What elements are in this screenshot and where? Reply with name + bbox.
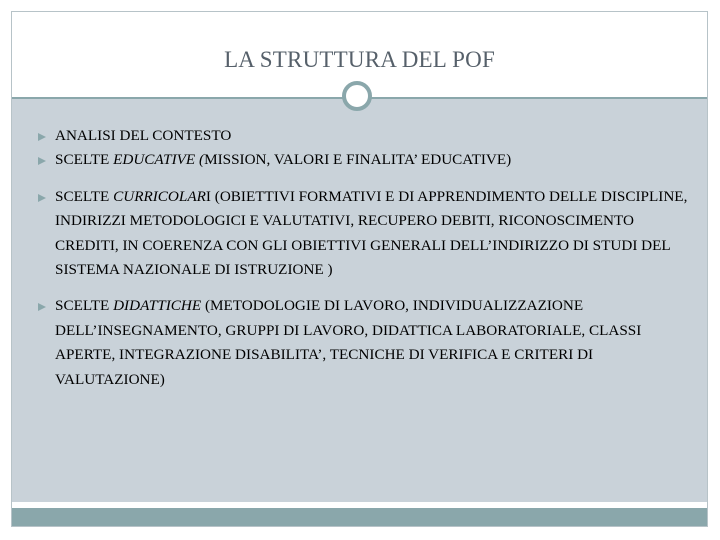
bullet-text: ANALISI DEL CONTESTO <box>55 127 232 144</box>
bullet-keyword: DIDATTICHE <box>113 297 202 315</box>
bullet-text-prefix: SCELTE <box>55 187 114 205</box>
bullet-item-analisi <box>38 124 698 148</box>
bullet-text-prefix: SCELTE <box>55 297 114 315</box>
bullet-text-rest: I (OBIETTIVI FORMATIVI E DI APPRENDIMENTO DELLE DISCIPLINE, INDIRIZZI METODOLOGICI E VALUTATIVI, RECUPERO DEBITI, RICONOSCIMENTO CREDITI, IN COERENZA CON GLI OBIETTIVI GENERALI DELL’INDIRIZZO DI STUDI DEL SISTEMA NAZIONALE DI ISTRUZIONE ) <box>55 187 688 279</box>
bullet-arrow-icon <box>38 133 46 141</box>
slide-title: LA STRUTTURA DEL POF <box>224 47 495 72</box>
bullet-arrow-icon <box>38 303 46 311</box>
bullet-text-rest: MISSION, VALORI E FINALITA’ EDUCATIVE) <box>204 151 512 169</box>
bullet-text-rest: (METODOLOGIE DI LAVORO, INDIVIDUALIZZAZIONE DELL’INSEGNAMENTO, GRUPPI DI LAVORO, DIDATTICA LABORATORIALE, CLASSI APERTE, INTEGRAZIONE DISABILITA’, TECNICHE DI VERIFICA E CRITERI DI VALUTAZIONE) <box>55 297 642 388</box>
bullet-item-scelte-curricolari <box>38 185 698 283</box>
bullet-arrow-icon <box>38 194 46 202</box>
bullet-text-prefix: SCELTE <box>55 151 114 169</box>
circle-ornament-icon <box>342 81 372 111</box>
slide <box>11 11 708 527</box>
bullet-list <box>38 124 698 392</box>
footer-band <box>12 508 707 526</box>
bullet-keyword: EDUCATIVE ( <box>113 151 205 169</box>
bullet-keyword: CURRICOLAR <box>113 187 206 205</box>
bullet-item-scelte-didattiche <box>38 294 698 392</box>
bullet-arrow-icon <box>38 157 46 165</box>
bullet-item-scelte-educative <box>38 148 698 172</box>
